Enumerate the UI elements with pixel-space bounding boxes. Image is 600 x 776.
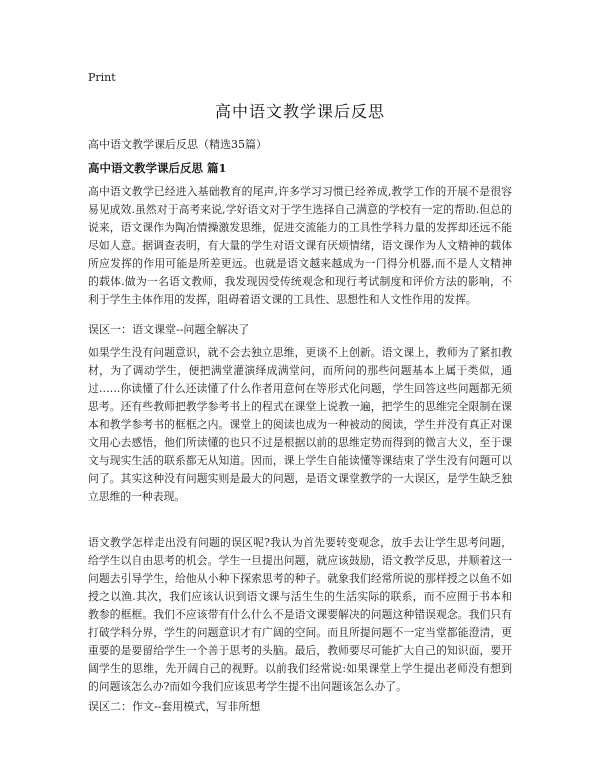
document-subtitle: 高中语文教学课后反思（精选35篇） [88,138,267,151]
subheading-misconception-2: 误区二：作文--套用模式，写非所想 [88,700,261,713]
section-heading: 高中语文教学课后反思 篇1 [88,161,227,175]
subheading-misconception-1: 误区一：语文课堂--问题全解决了 [88,323,250,336]
page-title: 高中语文教学课后反思 [214,102,385,121]
paragraph-intro: 高中语文教学已经进入基础教育的尾声,许多学习习惯已经养成,教学工作的开展不是很容易见成效.虽然对于高考来说,学好语文对于学生选择自己满意的学校有一定的帮助.但总的说来，语文课作为陶冶情操激发思维，促进交流能力的工具性学科力量的发挥却还远不能尽如人意。据调查表明，有大量的学生对语文课有厌烦情绪，语文课作为人文精神的载体所应发挥的作用可能是所差更远。也就是语文越来越成为一门得分机器,而不是人文精神的载体.做为一名语文教师，我发现因受传统观念和现行考试制度和评价方法的影响，不利于学生主体作用的发挥，阻碍着语文课的工具性、思想性和人文性作用的发挥。 [88,185,512,306]
paragraph-solution: 语文教学怎样走出没有问题的误区呢?我认为首先要转变观念，放手去让学生思考问题，给学生以自由思考的机会。学生一旦提出问题，就应该鼓励，语文教学反思，并顺着这一问题去引导学生，给他从小种下探索思考的种子。就象我们经常所说的那样授之以鱼不如授之以渔.其次，我们应该认识到语文课与活生生的生活实际的联系，而不应囿于书本和教参的框框。我们不应该带有什么什么不是语文课要解决的问题这种错误观念。我们只有打破学科分界，学生的问题意识才有广阔的空间。而且所提问题不一定当堂都能澄清，更重要的是要留给学生一个善于思考的头脑。最后，教师要尽可能扩大自己的知识面，要开阔学生的思维，先开阔自己的视野。以前我们经常说:如果课堂上学生提出老师没有想到的问题该怎么办?而如今我们应该思考学生提不出问题该怎么办了。 [88,536,512,693]
paragraph-misconception-1: 如果学生没有问题意识，就不会去独立思维，更谈不上创新。语文课上，教师为了紧扣教材，为了调动学生，便把满堂灌演绎成满堂问，而所问的那些问题基本上属于类似，通过……你读懂了什么还读懂了什么作者用意何在等形式化问题，学生回答这些问题都无须思考。还有些教师把教学参考书上的程式在课堂上说教一遍，把学生的思维完全限制在课本和教学参考书的框框之内。课堂上的阅读也成为一种被动的阅读，学生并没有真正对课文用心去感悟，他们所读懂的也只不过是根据以前的思维定势而得到的微言大义，至于课文与现实生活的联系都无从知道。因而，课上学生自能读懂等课结束了学生没有问题可以问了。其实这种没有问题实则是最大的问题，是语文课堂教学的一大误区，是学生缺乏独立思维的一种表现。 [88,346,512,503]
print-link[interactable]: Print [88,71,116,84]
